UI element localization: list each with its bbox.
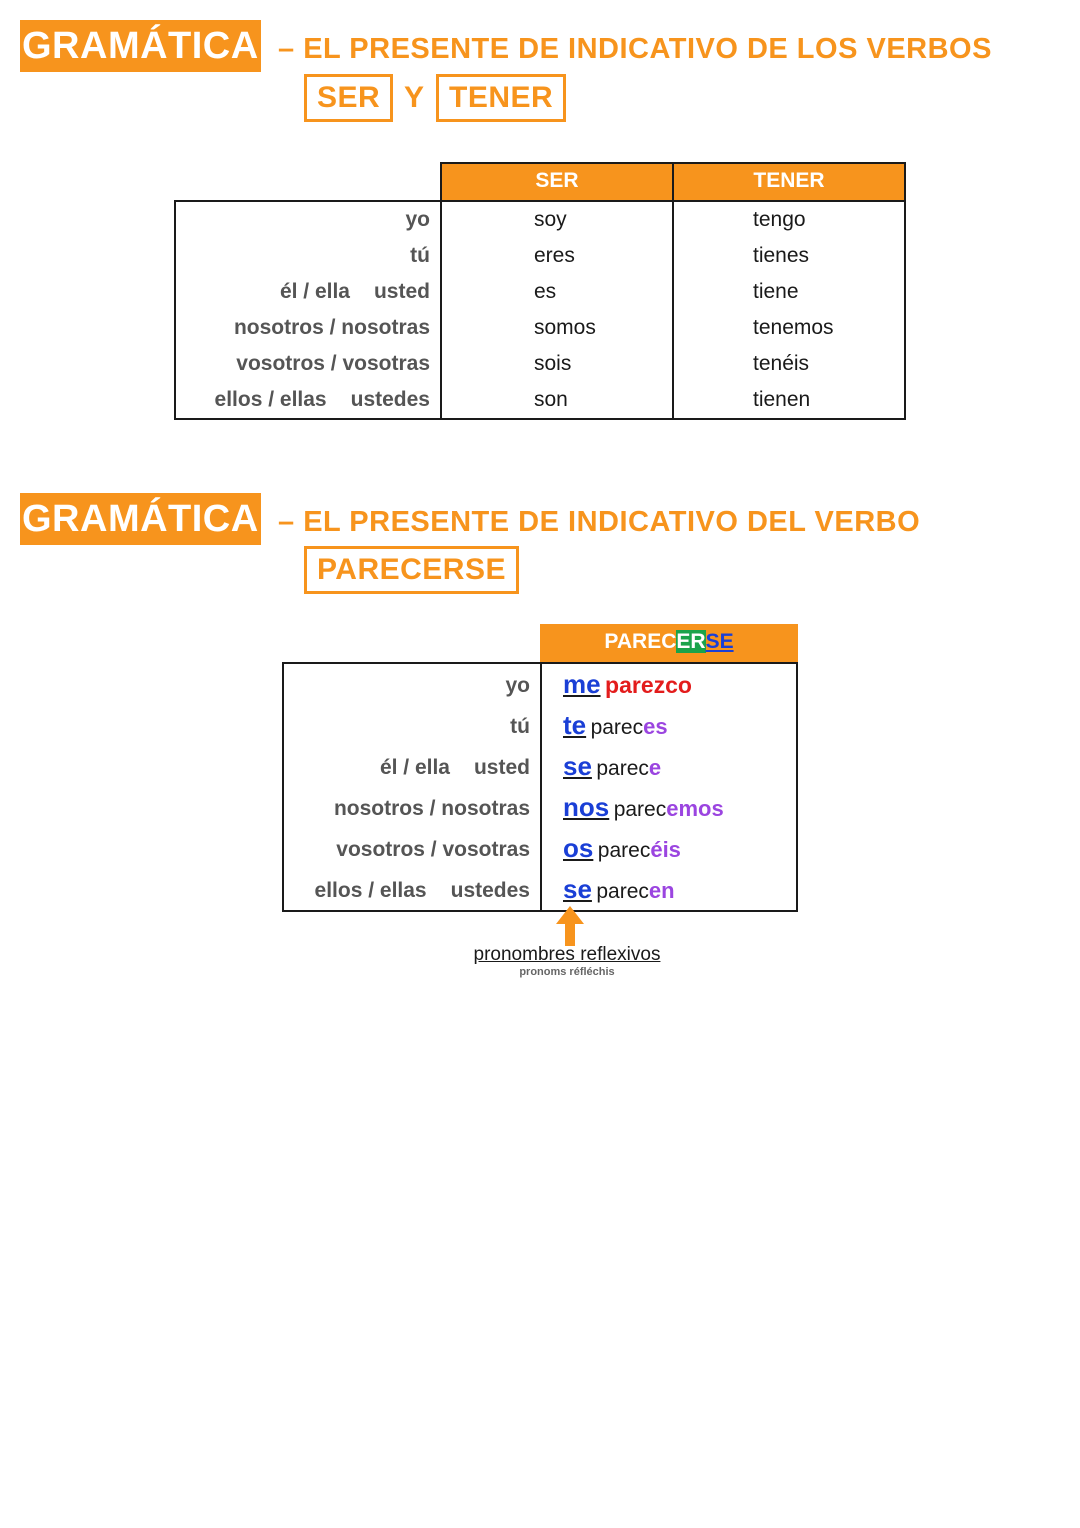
pronoun-label-2: yo <box>505 674 530 697</box>
verb-ending: en <box>648 878 675 903</box>
pronoun-row <box>176 382 440 418</box>
verb-stem: parec <box>613 798 667 821</box>
verb-box-tener: TENER <box>436 74 566 122</box>
verb-stem: parec <box>596 757 649 780</box>
pronoun-label-2: ellos / ellas <box>314 879 427 902</box>
pronoun-column <box>174 200 442 420</box>
grammar-badge-2: GRAMÁTICA <box>20 493 261 545</box>
parecerse-form <box>563 705 796 746</box>
pronoun-row <box>176 202 440 238</box>
pronoun-label: vosotros / vosotras <box>236 352 430 375</box>
title-dash: – <box>278 33 295 65</box>
verb-box-parecerse: PARECERSE <box>304 546 519 594</box>
title-dash-2: – <box>278 506 295 538</box>
connector-y: Y <box>404 81 425 114</box>
reflexive-note <box>440 944 694 978</box>
pronoun-row <box>176 274 440 310</box>
pronoun-label-2: vosotros / vosotras <box>336 838 530 861</box>
parecerse-form <box>563 869 796 910</box>
ser-form: son <box>534 388 568 411</box>
pronoun-label-2: él / ella <box>379 756 450 779</box>
header-parecerse <box>540 624 798 664</box>
verb-ending: es <box>643 714 668 739</box>
formal-pronoun-label-2: usted <box>473 756 530 779</box>
tener-form: tienen <box>753 388 811 411</box>
pronoun-row-2 <box>284 747 540 788</box>
parecerse-column <box>540 624 798 912</box>
section-title <box>278 33 992 66</box>
ser-form: eres <box>534 244 575 267</box>
header-ser: SER <box>440 162 674 202</box>
reflexive-pronoun: se <box>563 751 592 781</box>
reflexive-pronoun: me <box>563 669 601 699</box>
title-text-2: EL PRESENTE DE INDICATIVO DEL VERBO <box>303 506 921 538</box>
pronoun-row <box>176 238 440 274</box>
verb-stem: parec <box>596 880 649 903</box>
verb-ending: parezco <box>605 672 692 698</box>
verb-stem: parec <box>597 839 651 862</box>
note-sub: pronoms réfléchis <box>519 966 615 978</box>
pronoun-label: nosotros / nosotras <box>233 316 430 339</box>
ser-column <box>440 200 674 420</box>
header-tener: TENER <box>672 162 906 202</box>
pronoun-label: él / ella <box>279 280 350 303</box>
reflexive-pronoun: se <box>563 874 592 904</box>
reflexive-pronoun: os <box>563 833 594 863</box>
verb-box-ser: SER <box>304 74 393 122</box>
pronoun-column-2 <box>282 662 542 912</box>
tener-form: tienes <box>753 244 810 267</box>
tener-form: tenemos <box>753 316 834 339</box>
formal-pronoun-label: usted <box>373 280 430 303</box>
pronoun-label: yo <box>405 208 430 231</box>
verb-ending: emos <box>666 796 724 821</box>
note-main: pronombres reflexivos <box>473 944 661 965</box>
pronoun-label-2: tú <box>510 715 530 738</box>
verb-stem: parec <box>590 716 644 739</box>
pronoun-label: ellos / ellas <box>214 388 327 411</box>
tener-form: tiene <box>753 280 799 303</box>
pronoun-row-2 <box>284 706 540 747</box>
formal-pronoun-label-2: ustedes <box>450 879 530 902</box>
ser-form: es <box>534 280 557 303</box>
reflexive-pronoun: nos <box>563 792 610 822</box>
header-stem: PAREC <box>604 630 677 653</box>
pronoun-row-2 <box>284 665 540 706</box>
parecerse-form <box>563 828 796 869</box>
ser-form: somos <box>534 316 596 339</box>
pronoun-row <box>176 310 440 346</box>
tener-column <box>672 200 906 420</box>
reflexive-pronoun: te <box>563 710 587 740</box>
section-title-2 <box>278 506 920 539</box>
pronoun-label-2: nosotros / nosotras <box>333 797 530 820</box>
pronoun-label: tú <box>410 244 430 267</box>
parecerse-form <box>563 787 796 828</box>
pronoun-row <box>176 346 440 382</box>
pronoun-row-2 <box>284 788 540 829</box>
tener-form: tenéis <box>753 352 810 375</box>
header-ending: ER <box>676 630 706 653</box>
title-text: EL PRESENTE DE INDICATIVO DE LOS VERBOS <box>303 33 992 65</box>
pronoun-row-2 <box>284 870 540 911</box>
verb-ending: éis <box>650 837 681 862</box>
formal-pronoun-label: ustedes <box>350 388 430 411</box>
verb-ending: e <box>648 755 662 780</box>
tener-form: tengo <box>753 208 806 231</box>
parecerse-form <box>563 746 796 787</box>
arrow-up-icon <box>556 906 584 946</box>
pronoun-row-2 <box>284 829 540 870</box>
header-reflexive: SE <box>705 630 734 653</box>
parecerse-form <box>563 664 796 705</box>
grammar-badge: GRAMÁTICA <box>20 20 261 72</box>
ser-form: soy <box>534 208 567 231</box>
ser-form: sois <box>534 352 572 375</box>
